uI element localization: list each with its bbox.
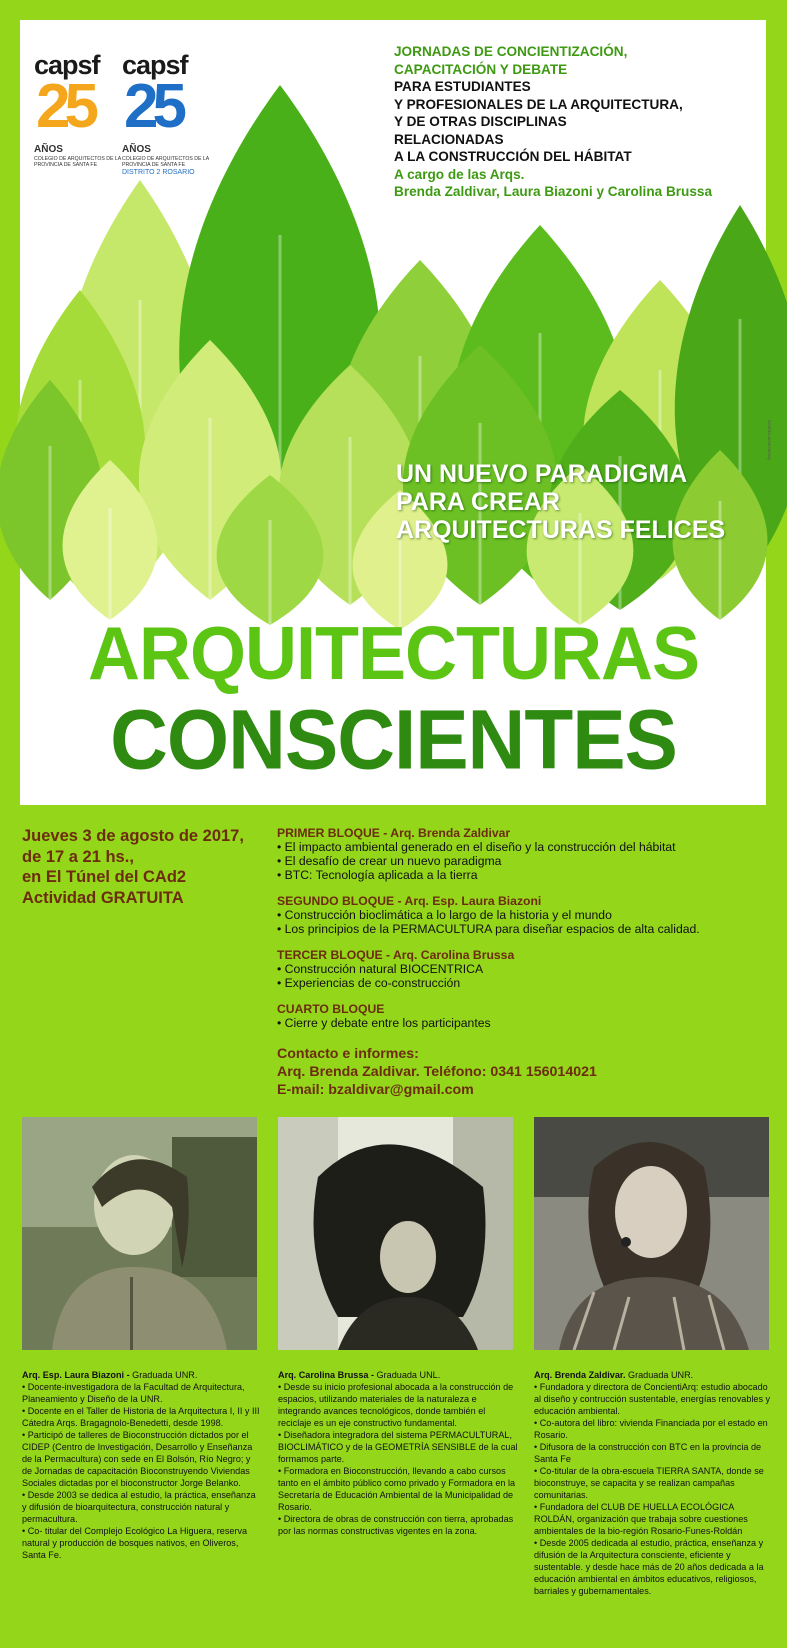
bio-line: • Docente en el Taller de Historia de la Arquitectura I, II y III Cátedra Arqs. Bragagnolo-Benedetti, desde 1998. (22, 1406, 260, 1428)
slogan-line: UN NUEVO PARADIGMA (396, 460, 688, 488)
logo-brand: capsf (34, 50, 100, 80)
bio-line: • Fundadora y directora de ConcientiArq: estudio abocado al diseño y contrucción sustentable, energías renovables y educación ambiental. (534, 1382, 771, 1416)
logo-number: 25 (36, 72, 93, 141)
bio-line: • Co- titular del Complejo Ecológico La Higuera, reserva natural y producción de bosques nativos, en Oliveros, Santa Fe. (22, 1526, 248, 1560)
block-item: • Los principios de la PERMACULTURA para diseñar espacios de alta calidad. (277, 922, 700, 936)
block-item: • El impacto ambiental generado en el diseño y la construcción del hábitat (277, 840, 676, 854)
bio-line: • Desde 2003 se dedica al estudio, la práctica, enseñanza y difusión de bioarquitectura, construcción natural y permacultura. (22, 1490, 256, 1524)
contact-email: E-mail: bzaldivar@gmail.com (277, 1082, 474, 1098)
bio-line: Graduada UNL. (374, 1370, 441, 1380)
bio-line: • Co-autora del libro: vivienda Financiada por el estado en Rosario. (534, 1418, 768, 1440)
header-line: A cargo de las Arqs. (394, 166, 525, 182)
capsf-logo-santa-fe (34, 52, 124, 187)
header-line: CAPACITACIÓN Y DEBATE (394, 61, 568, 77)
program-block (277, 1002, 777, 1030)
main-title-line-1: ARQUITECTURAS (88, 612, 699, 696)
bio-laura-biazoni (22, 1369, 262, 1561)
photo-brenda-zaldivar (534, 1117, 769, 1350)
photo-laura-biazoni (22, 1117, 257, 1350)
photo-carolina-brussa (278, 1117, 513, 1350)
bio-line: • Fundadora del CLUB DE HUELLA ECOLÓGICA ROLDÁN, organización que trabaja sobre cuestiones ambientales de la bio-región Rosario-Funes-Roldán (534, 1502, 748, 1536)
date-line: Actividad GRATUITA (22, 888, 184, 907)
logo-brand: capsf (122, 50, 188, 80)
bio-line: • Desde 2005 dedicada al estudio, práctica, enseñanza y difusión de la Arquitectura consciente, eficiente y sustentable. y desde hace más de 20 años dedicada a la educación ambiental en ámbitos educativos, religiosos, barriales y gubernamentales. (534, 1538, 764, 1596)
program-block (277, 948, 777, 990)
block-item: • Construcción bioclimática a lo largo de la historia y el mundo (277, 908, 612, 922)
bio-line: • Desde su inicio profesional abocada a la construcción de espacios, utilizando materiales de la naturaleza e integrando avances tecnológicos, donde también el reciclaje es un eje constructivo fundamental. (278, 1382, 514, 1428)
bio-line: Graduada UNR. (625, 1370, 694, 1380)
event-header (394, 43, 754, 201)
bio-line: • Participó de talleres de Bioconstrucción dictados por el CIDEP (Centro de Investigación, Desarrollo y Enseñanza de la Permacultura) con sede en El Bolsón, Río Negro; y de Jornadas de capacitación Bioconstruyendo Viviendas Sociales dictadas por el bioconstructor Jorge Belanko. (22, 1430, 253, 1488)
logo-subtitle: COLEGIO DE ARQUITECTOS DE LA PROVINCIA DE SANTA FE (122, 156, 209, 168)
program-block (277, 826, 777, 882)
date-line: Jueves 3 de agosto de 2017, (22, 827, 244, 845)
bio-line: • Formadora en Bioconstrucción, llevando a cabo cursos tanto en el ámbito público como privado y Formadora en la Secretaría de Educación Ambiental de la Municipalidad de Rosario. (278, 1466, 516, 1512)
date-line: de 17 a 21 hs., (22, 847, 134, 866)
paradigm-slogan (396, 460, 725, 544)
header-line: PARA ESTUDIANTES (394, 79, 531, 94)
slogan-line: PARA CREAR (396, 488, 560, 516)
bio-line: • Difusora de la construcción con BTC en la provincia de Santa Fe (534, 1442, 762, 1464)
date-line: en El Túnel del CAd2 (22, 868, 187, 886)
block-title: TERCER BLOQUE - Arq. Carolina Brussa (277, 948, 515, 962)
logo-distrito: DISTRITO 2 ROSARIO (122, 169, 195, 176)
design-credit: DISEÑO ARMIYARAQ (767, 420, 772, 460)
logo-anios: AÑOS (34, 144, 63, 155)
block-title: SEGUNDO BLOQUE - Arq. Esp. Laura Biazoni (277, 894, 542, 908)
bio-line: • Co-titular de la obra-escuela TIERRA SANTA, donde se bioconstruye, se capacita y se realizan campañas comunitarias. (534, 1466, 764, 1500)
bio-line: • Diseñadora integradora del sistema PERMACULTURAL, BIOCLIMÁTICO y de la GEOMETRÍA SENSIBLE de la cual formamos parte. (278, 1430, 518, 1464)
main-title-line-2: CONSCIENTES (110, 692, 677, 787)
logo-number: 25 (124, 72, 181, 141)
slogan-line: ARQUITECTURAS FELICES (396, 516, 726, 544)
header-line: Y PROFESIONALES DE LA ARQUITECTURA, (394, 96, 683, 112)
bio-carolina-brussa (278, 1369, 518, 1537)
program-block (277, 894, 777, 936)
block-title: CUARTO BLOQUE (277, 1002, 385, 1016)
header-line: Y DE OTRAS DISCIPLINAS (394, 114, 567, 129)
bio-name: Arq. Carolina Brussa - (278, 1370, 375, 1380)
header-line: Brenda Zaldivar, Laura Biazoni y Carolina Brussa (394, 184, 713, 199)
logo-subtitle: COLEGIO DE ARQUITECTOS DE LA PROVINCIA DE SANTA FE (34, 156, 121, 168)
header-line: JORNADAS DE CONCIENTIZACIÓN, (394, 44, 628, 59)
block-item: • El desafío de crear un nuevo paradigma (277, 854, 502, 868)
capsf-logo-rosario (122, 52, 212, 187)
bio-brenda-zaldivar (534, 1369, 774, 1597)
event-date-info (22, 826, 272, 908)
contact-heading: Contacto e informes: (277, 1046, 419, 1062)
header-line: RELACIONADAS (394, 131, 504, 147)
bio-line: Graduada UNR. (129, 1370, 198, 1380)
contact-phone: Arq. Brenda Zaldivar. Teléfono: 0341 156014021 (277, 1064, 597, 1080)
contact-info (277, 1045, 597, 1099)
block-item: • BTC: Tecnología aplicada a la tierra (277, 868, 478, 882)
block-item: • Cierre y debate entre los participantes (277, 1016, 491, 1030)
header-line: A LA CONSTRUCCIÓN DEL HÁBITAT (394, 149, 632, 164)
bio-line: • Docente-investigadora de la Facultad de Arquitectura, Planeamiento y Diseño de la UNR. (22, 1382, 245, 1404)
program-schedule (277, 826, 777, 1042)
block-item: • Construcción natural BIOCENTRICA (277, 962, 484, 976)
bio-line: • Directora de obras de construcción con tierra, aprobadas por las normas constructivas vigentes en la zona. (278, 1514, 514, 1536)
block-title: PRIMER BLOQUE - Arq. Brenda Zaldivar (277, 826, 511, 840)
logo-anios: AÑOS (122, 144, 151, 155)
block-item: • Experiencias de co-construcción (277, 976, 461, 990)
bio-name: Arq. Brenda Zaldivar. (534, 1370, 626, 1380)
bio-name: Arq. Esp. Laura Biazoni - (22, 1370, 130, 1380)
